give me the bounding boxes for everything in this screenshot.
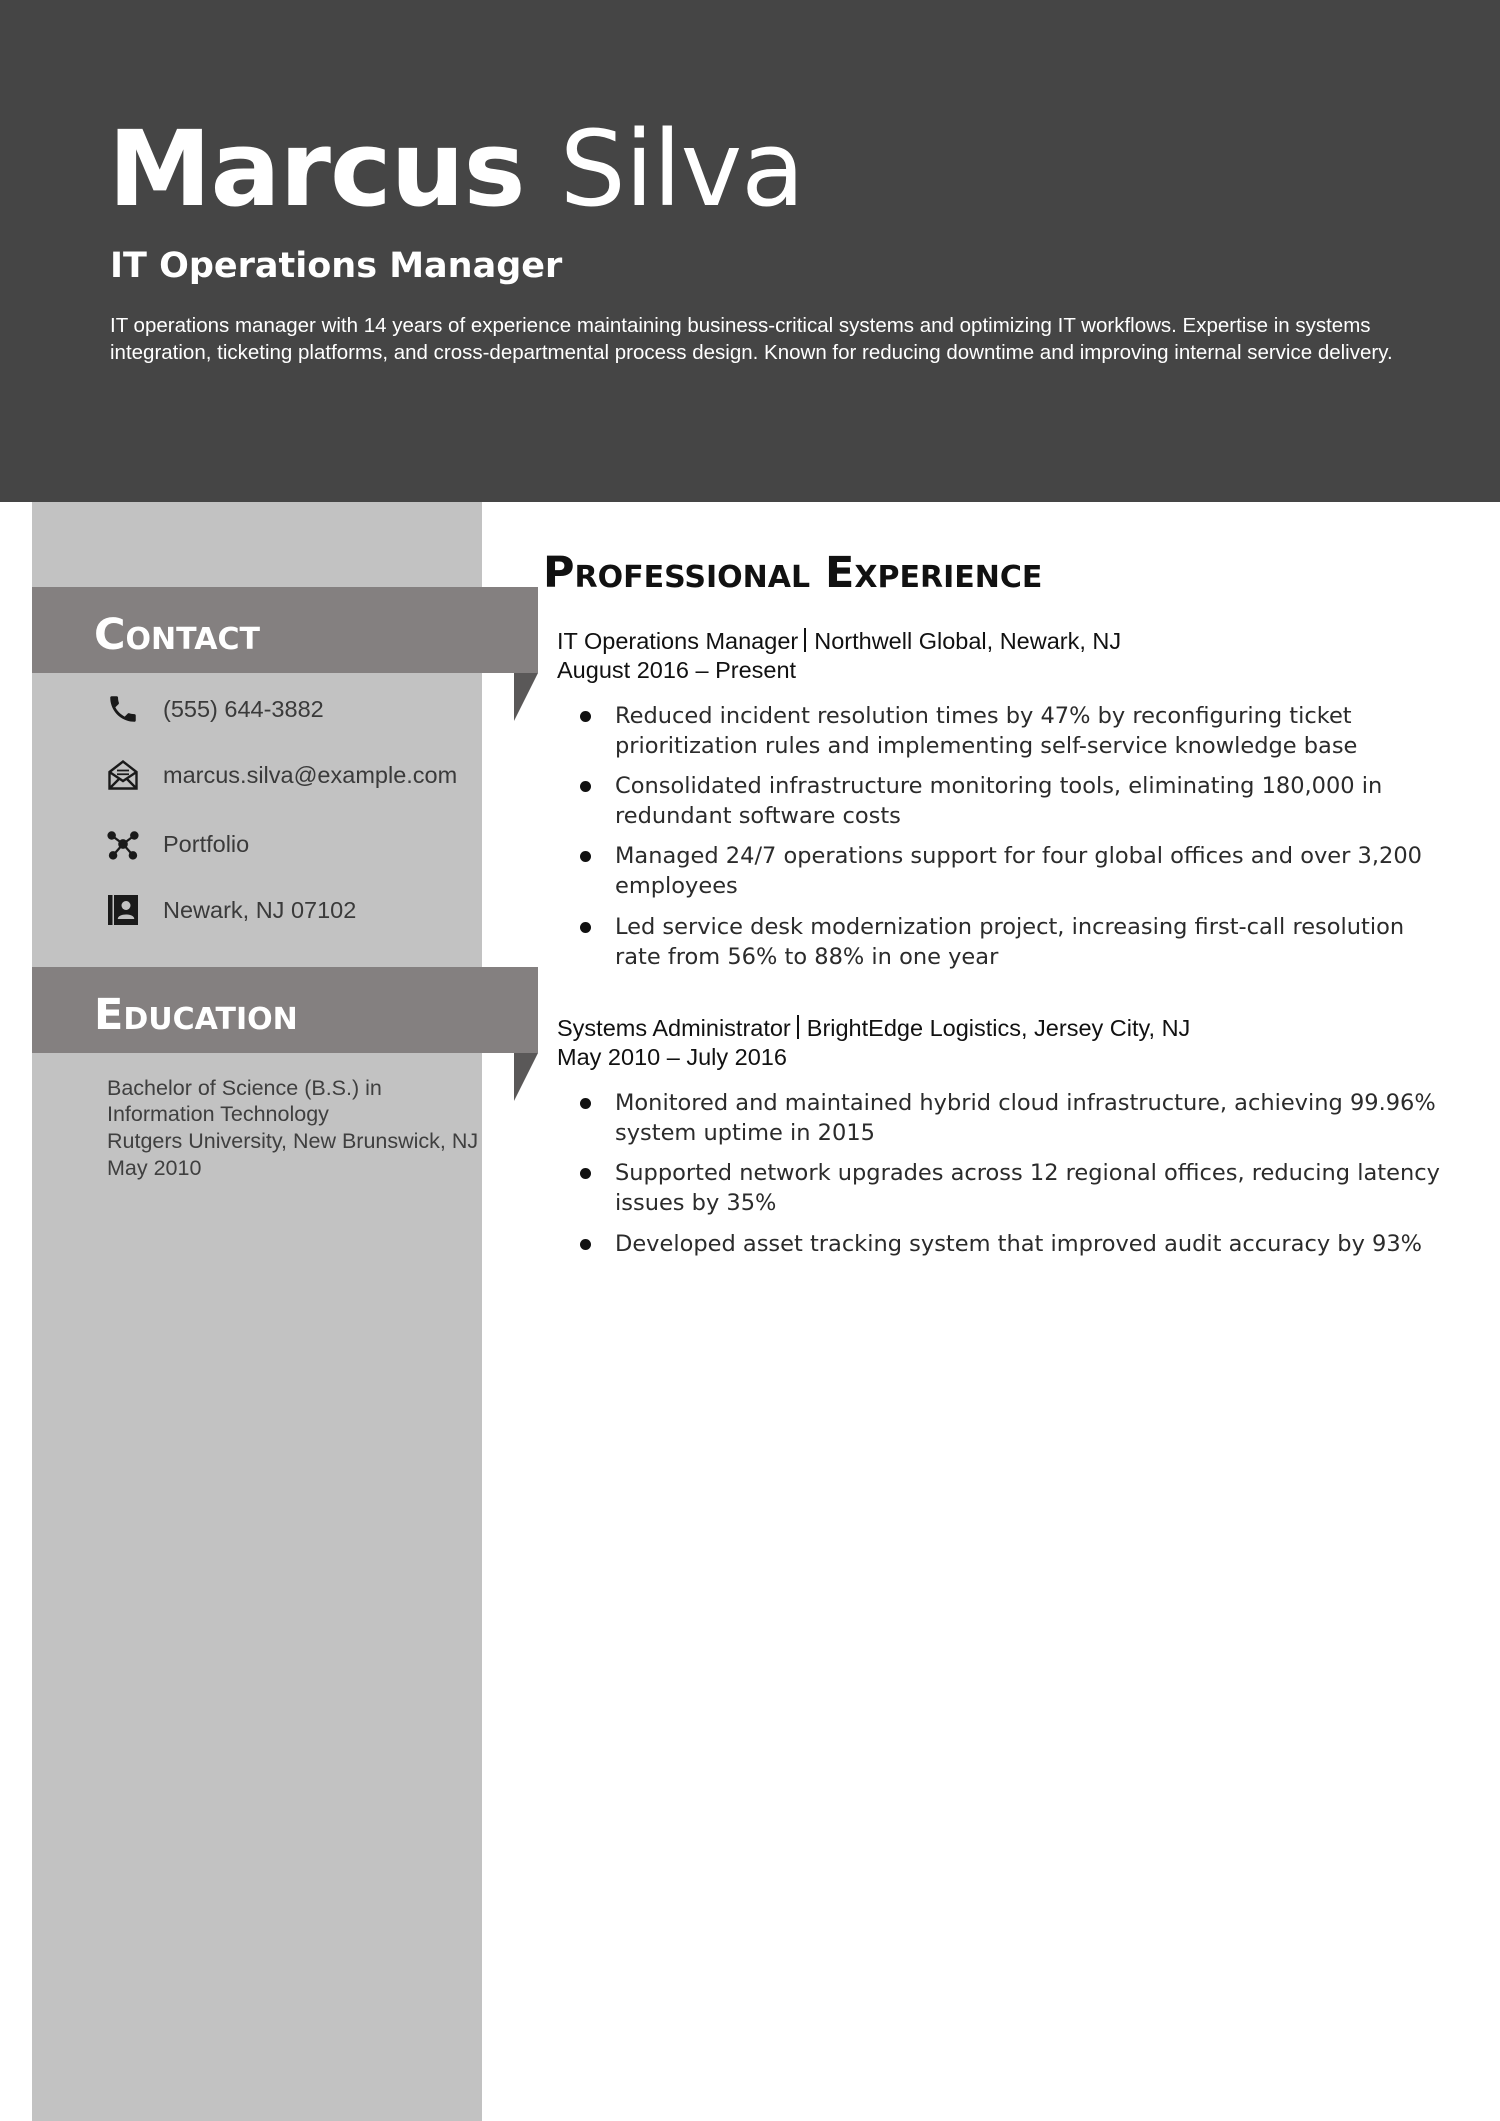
job-1-company: Northwell Global, Newark, NJ xyxy=(814,628,1122,654)
contact-email[interactable] xyxy=(104,755,457,795)
summary: IT operations manager with 14 years of experience maintaining business-critical systems and optimizing IT workflows. Expertise in systems integration, ticketing platforms, and cross-departmental process design. Known for reducing downtime and improving internal service delivery. xyxy=(110,314,1393,364)
phone-text: (555) 644-3882 xyxy=(163,695,324,722)
education-tab-fold xyxy=(514,1053,538,1101)
portfolio-icon xyxy=(104,825,142,863)
sidebar xyxy=(32,502,482,2121)
email-text: marcus.silva@example.com xyxy=(163,761,458,788)
contact-tab-fold xyxy=(514,673,538,721)
bullet-dot xyxy=(580,851,591,862)
education-title: Education xyxy=(94,990,298,1040)
job-2-company: BrightEdge Logistics, Jersey City, NJ xyxy=(806,1015,1191,1041)
last-name: Silva xyxy=(559,108,804,230)
job-2-bullet-2 xyxy=(615,1158,1445,1218)
job-2-header xyxy=(557,1015,1190,1042)
first-name: Marcus xyxy=(108,108,525,230)
bullet-text: Managed 24/7 operations support for four global offices and over 3,200 employees xyxy=(615,843,1422,899)
contact-portfolio[interactable] xyxy=(104,824,249,864)
contact-section-tab xyxy=(32,587,538,673)
contact-title: Contact xyxy=(94,610,261,660)
address-icon xyxy=(104,891,142,929)
job-1-bullet-3 xyxy=(615,841,1445,901)
address-text: Newark, NJ 07102 xyxy=(163,896,357,923)
education-date: May 2010 xyxy=(107,1156,202,1180)
job-2-bullet-1 xyxy=(615,1088,1445,1148)
bullet-dot xyxy=(580,1098,591,1109)
job-1-dates: August 2016 – Present xyxy=(557,657,797,683)
contact-phone[interactable] xyxy=(104,689,324,729)
job-1-bullet-4 xyxy=(615,912,1445,972)
bullet-dot xyxy=(580,922,591,933)
bullet-dot xyxy=(580,781,591,792)
bullet-text: Supported network upgrades across 12 regional offices, reducing latency issues by 35% xyxy=(615,1160,1440,1216)
education-degree-line1: Bachelor of Science (B.S.) in xyxy=(107,1076,382,1100)
bullet-dot xyxy=(580,1168,591,1179)
job-1-separator xyxy=(804,628,806,652)
bullet-text: Reduced incident resolution times by 47% by reconfiguring ticket prioritization rules and implementing self-service knowledge base xyxy=(615,703,1358,759)
experience-heading: Professional Experience xyxy=(543,548,1043,598)
education-school: Rutgers University, New Brunswick, NJ xyxy=(107,1129,479,1153)
job-2-dates: May 2010 – July 2016 xyxy=(557,1044,787,1070)
header-band xyxy=(0,0,1500,502)
contact-address[interactable] xyxy=(104,890,356,930)
bullet-text: Consolidated infrastructure monitoring tools, eliminating 180,000 in redundant software costs xyxy=(615,773,1383,829)
job-1-header xyxy=(557,628,1121,655)
bullet-text: Developed asset tracking system that improved audit accuracy by 93% xyxy=(615,1231,1423,1257)
job-1-bullet-2 xyxy=(615,771,1445,831)
job-1-role: IT Operations Manager xyxy=(557,628,799,654)
phone-icon xyxy=(104,690,142,728)
portfolio-text: Portfolio xyxy=(163,830,250,857)
bullet-text: Monitored and maintained hybrid cloud infrastructure, achieving 99.96% system uptime in 2015 xyxy=(615,1090,1436,1146)
job-2-separator xyxy=(797,1015,799,1039)
job-title: IT Operations Manager xyxy=(110,246,563,286)
bullet-dot xyxy=(580,1239,591,1250)
education-section-tab xyxy=(32,967,538,1053)
job-1-bullet-1 xyxy=(615,701,1445,761)
bullet-dot xyxy=(580,711,591,722)
bullet-text: Led service desk modernization project, increasing first-call resolution rate from 56% to 88% in one year xyxy=(615,914,1405,970)
candidate-name xyxy=(108,104,804,234)
email-icon xyxy=(104,756,142,794)
job-2-bullet-3 xyxy=(615,1229,1445,1259)
job-2-role: Systems Administrator xyxy=(557,1015,791,1041)
education-degree-line2: Information Technology xyxy=(107,1102,329,1126)
